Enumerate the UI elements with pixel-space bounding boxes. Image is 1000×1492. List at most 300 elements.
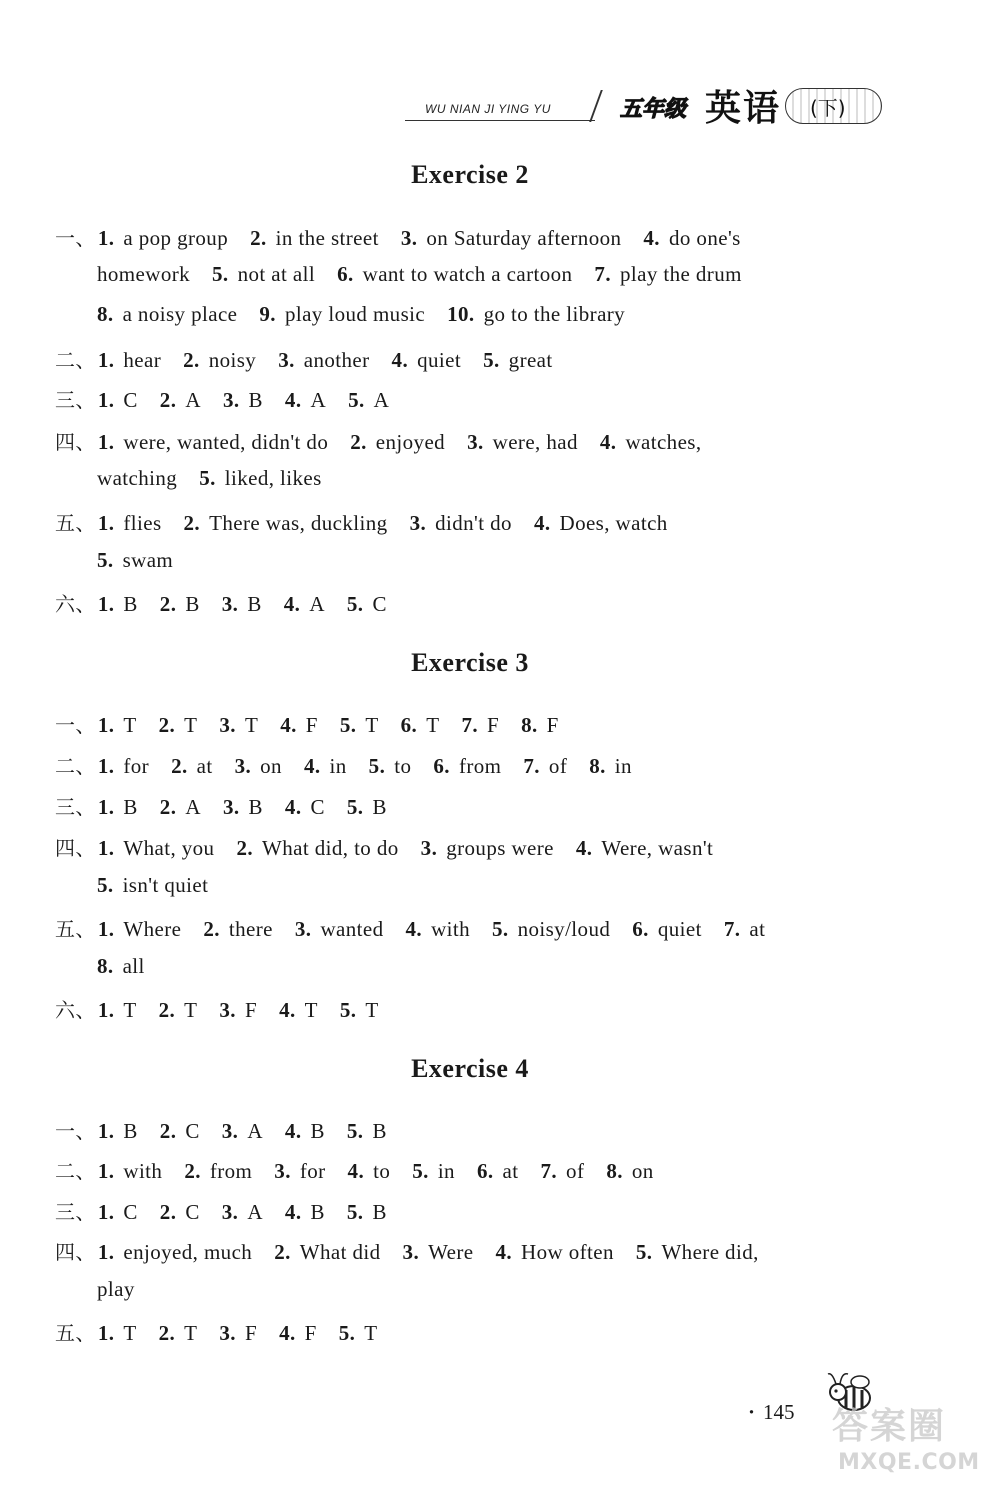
question-marker: 二、 <box>55 754 96 778</box>
item-answer: want to watch a cartoon <box>362 262 573 286</box>
answer-item <box>477 1159 519 1183</box>
answer-item <box>222 592 262 616</box>
answer-item <box>219 998 257 1022</box>
answer-item <box>401 226 622 250</box>
item-answer: Does, watch <box>559 511 668 535</box>
answer-line <box>97 262 764 287</box>
question-marker: 三、 <box>55 1200 96 1224</box>
answer-item <box>98 511 162 535</box>
answer-item <box>340 998 379 1022</box>
item-number: 7. <box>723 917 741 941</box>
item-answer: F <box>244 998 258 1022</box>
question-marker: 四、 <box>55 1240 96 1264</box>
answer-line <box>55 1236 781 1265</box>
answer-item <box>412 1159 455 1183</box>
question-marker: 三、 <box>55 795 96 819</box>
item-answer: A <box>310 388 327 412</box>
answer-item <box>184 511 388 535</box>
item-number: 2. <box>159 795 177 819</box>
item-number: 8. <box>606 1159 623 1183</box>
item-number: 3. <box>234 754 252 778</box>
header-volume: (下) <box>810 96 846 120</box>
item-answer: What did, to do <box>262 836 399 860</box>
answer-item <box>461 713 499 737</box>
item-number: 4. <box>405 917 423 941</box>
item-answer: watches, <box>625 430 702 454</box>
item-answer: Were <box>428 1240 474 1264</box>
answer-item <box>97 548 173 572</box>
item-answer: C <box>123 1200 138 1224</box>
item-number: 2. <box>236 836 254 860</box>
item-answer: didn't do <box>435 511 512 535</box>
item-number: 3. <box>400 226 418 250</box>
answer-item <box>337 262 572 286</box>
answer-item <box>492 917 610 941</box>
item-answer: C <box>185 1200 200 1224</box>
answer-item <box>495 1240 613 1264</box>
item-number: 1. <box>97 388 115 412</box>
item-answer: C <box>372 592 387 616</box>
answer-item <box>447 302 625 326</box>
item-number: 6. <box>400 713 418 737</box>
answer-item <box>284 592 325 616</box>
answer-item <box>236 836 398 860</box>
answer-item <box>410 511 512 535</box>
answer-line <box>55 1155 676 1184</box>
question-marker: 五、 <box>55 1321 96 1345</box>
answer-item <box>223 795 263 819</box>
item-answer: hear <box>123 348 162 372</box>
item-answer: B <box>123 592 138 616</box>
answer-item <box>98 430 328 454</box>
item-answer: groups were <box>446 836 554 860</box>
answer-item <box>259 302 425 326</box>
answer-item <box>183 348 256 372</box>
answer-item <box>632 917 702 941</box>
item-number: 8. <box>589 754 606 778</box>
section-title: Exercise 2 <box>411 160 529 189</box>
question-marker: 三、 <box>55 388 96 412</box>
answer-item <box>347 1200 387 1224</box>
item-number: 1. <box>97 1159 115 1183</box>
item-answer: B <box>185 592 200 616</box>
answer-item <box>160 1119 200 1143</box>
item-answer: F <box>304 1321 317 1345</box>
answer-item <box>98 998 137 1022</box>
item-number: 8. <box>97 954 114 978</box>
answer-item <box>222 1119 263 1143</box>
item-answer: What, you <box>123 836 215 860</box>
item-number: 4. <box>284 795 302 819</box>
item-number: 2. <box>159 592 177 616</box>
answer-line <box>97 954 167 979</box>
item-number: 5. <box>339 713 357 737</box>
answer-item <box>369 754 412 778</box>
answer-line <box>97 548 195 573</box>
answer-item <box>98 1119 138 1143</box>
item-answer: A <box>185 795 201 819</box>
item-number: 6. <box>337 262 354 286</box>
item-number: 1. <box>97 1119 115 1143</box>
item-number: 3. <box>221 1119 239 1143</box>
answer-item <box>159 998 198 1022</box>
item-number: 1. <box>97 1240 115 1264</box>
item-answer: B <box>372 1119 387 1143</box>
item-answer: How often <box>521 1240 614 1264</box>
item-answer: C <box>185 1119 200 1143</box>
item-answer: B <box>248 795 263 819</box>
answer-item <box>98 592 138 616</box>
section-title: Exercise 4 <box>411 1054 529 1083</box>
item-number: 2. <box>203 917 220 941</box>
item-number: 4. <box>599 430 617 454</box>
item-number: 2. <box>171 754 188 778</box>
item-answer: flies <box>123 511 162 535</box>
item-answer: on Saturday afternoon <box>426 226 622 250</box>
answer-item <box>401 713 440 737</box>
item-answer: A <box>373 388 390 412</box>
answer-line <box>55 1317 400 1346</box>
answer-item <box>636 1240 759 1264</box>
answer-item <box>594 262 741 286</box>
answer-item <box>295 917 384 941</box>
answer-item <box>724 917 766 941</box>
item-number: 4. <box>347 1159 365 1183</box>
item-answer: F <box>244 1321 258 1345</box>
answer-item <box>576 836 713 860</box>
item-answer: A <box>309 592 325 616</box>
item-answer: F <box>546 713 559 737</box>
item-number: 1. <box>97 998 115 1022</box>
answer-item <box>235 754 282 778</box>
item-answer: B <box>372 1200 387 1224</box>
item-number: 2. <box>159 388 177 412</box>
item-number: 5. <box>346 795 364 819</box>
item-answer: on <box>260 754 282 778</box>
answer-item <box>98 1321 137 1345</box>
item-answer: T <box>123 1321 137 1345</box>
item-number: 4. <box>303 754 321 778</box>
answer-line <box>97 1277 157 1302</box>
answer-item <box>199 466 322 490</box>
item-answer: T <box>364 1321 378 1345</box>
item-answer: C <box>310 795 325 819</box>
answer-item <box>340 713 379 737</box>
item-answer: T <box>184 713 198 737</box>
item-answer: T <box>184 1321 198 1345</box>
answer-item <box>97 1277 135 1301</box>
answer-item <box>347 1119 387 1143</box>
item-answer: were, had <box>492 430 578 454</box>
answer-item <box>304 754 347 778</box>
answer-item <box>98 754 149 778</box>
item-number: 4. <box>575 836 593 860</box>
item-number: 1. <box>97 713 115 737</box>
answer-item <box>97 954 145 978</box>
item-number: 5. <box>635 1240 653 1264</box>
item-number: 1. <box>97 592 115 616</box>
item-answer: T <box>365 998 379 1022</box>
item-answer: T <box>426 713 440 737</box>
item-answer: not at all <box>237 262 316 286</box>
item-answer: homework <box>97 262 191 286</box>
answer-line <box>97 873 230 898</box>
item-number: 7. <box>540 1159 558 1183</box>
item-answer: quiet <box>657 917 702 941</box>
answer-item <box>433 754 501 778</box>
answer-item <box>159 713 198 737</box>
item-number: 3. <box>467 430 484 454</box>
item-number: 4. <box>283 592 301 616</box>
item-answer: for <box>299 1159 326 1183</box>
item-number: 1. <box>97 795 115 819</box>
answer-item <box>347 795 387 819</box>
item-answer: B <box>123 1119 138 1143</box>
answer-item <box>523 754 567 778</box>
answer-line <box>55 426 724 455</box>
item-answer: at <box>196 754 213 778</box>
section-title: Exercise 3 <box>411 648 529 677</box>
answer-item <box>274 1240 380 1264</box>
item-answer: from <box>209 1159 253 1183</box>
item-answer: in <box>614 754 632 778</box>
item-answer: Where <box>123 917 182 941</box>
item-number: 1. <box>97 348 115 372</box>
item-number: 3. <box>294 917 312 941</box>
answer-item <box>250 226 379 250</box>
item-number: 1. <box>97 754 115 778</box>
answer-item <box>98 388 138 412</box>
answer-item <box>350 430 445 454</box>
item-answer: B <box>372 795 387 819</box>
answer-item <box>159 1321 198 1345</box>
item-number: 3. <box>409 511 427 535</box>
answer-item <box>589 754 632 778</box>
item-number: 1. <box>97 1200 115 1224</box>
item-number: 4. <box>533 511 551 535</box>
answer-line <box>55 913 787 942</box>
answer-item <box>600 430 702 454</box>
answer-item <box>160 388 201 412</box>
question-marker: 六、 <box>55 998 96 1022</box>
item-answer: do one's <box>668 226 741 250</box>
item-number: 3. <box>278 348 295 372</box>
question-marker: 五、 <box>55 511 96 535</box>
item-number: 2. <box>159 1119 177 1143</box>
item-answer: What did <box>299 1240 381 1264</box>
item-number: 6. <box>433 754 450 778</box>
question-marker: 一、 <box>55 226 96 250</box>
page-number <box>748 1400 795 1425</box>
item-answer: noisy/loud <box>517 917 611 941</box>
item-answer: C <box>123 388 138 412</box>
item-number: 1. <box>97 430 115 454</box>
header-grade: 五年级 <box>620 97 687 122</box>
item-number: 2. <box>158 998 176 1022</box>
page-header <box>395 80 895 142</box>
item-answer: a noisy place <box>122 302 238 326</box>
item-answer: T <box>304 998 318 1022</box>
item-number: 4. <box>280 713 297 737</box>
answer-item <box>160 592 200 616</box>
item-answer: liked, likes <box>224 466 322 490</box>
answer-item <box>203 917 273 941</box>
answer-item <box>521 713 559 737</box>
answer-item <box>467 430 578 454</box>
answer-item <box>98 713 137 737</box>
answer-item <box>219 1321 257 1345</box>
item-answer: B <box>123 795 138 819</box>
answer-item <box>606 1159 653 1183</box>
answer-item <box>222 1200 263 1224</box>
item-answer: T <box>123 998 137 1022</box>
item-number: 1. <box>97 511 115 535</box>
item-number: 2. <box>350 430 367 454</box>
answer-item <box>97 873 208 897</box>
item-answer: there <box>228 917 273 941</box>
item-answer: great <box>508 348 553 372</box>
question-marker: 二、 <box>55 348 96 372</box>
header-divider <box>589 90 603 122</box>
answer-item <box>98 1200 138 1224</box>
item-number: 7. <box>594 262 611 286</box>
item-number: 5. <box>492 917 509 941</box>
answer-item <box>97 262 190 286</box>
answer-item <box>643 226 740 250</box>
item-number: 3. <box>274 1159 291 1183</box>
item-answer: A <box>185 388 201 412</box>
question-marker: 六、 <box>55 592 96 616</box>
item-number: 4. <box>279 1321 296 1345</box>
item-answer: from <box>458 754 502 778</box>
item-answer: of <box>548 754 568 778</box>
answer-item <box>348 1159 391 1183</box>
item-number: 7. <box>523 754 540 778</box>
answer-line <box>55 1115 409 1144</box>
item-number: 7. <box>461 713 479 737</box>
item-answer: enjoyed <box>375 430 446 454</box>
item-number: 3. <box>219 1321 236 1345</box>
answer-item <box>285 1119 325 1143</box>
item-answer: go to the library <box>483 302 626 326</box>
item-number: 5. <box>97 548 114 572</box>
item-answer: T <box>244 713 259 737</box>
item-number: 1. <box>97 226 115 250</box>
answer-line <box>55 994 401 1023</box>
item-number: 2. <box>184 1159 201 1183</box>
answer-item <box>339 1321 378 1345</box>
item-number: 10. <box>447 302 475 326</box>
answer-item <box>98 795 138 819</box>
answer-item <box>392 348 462 372</box>
item-number: 4. <box>495 1240 513 1264</box>
item-answer: all <box>122 954 145 978</box>
item-number: 2. <box>159 1200 177 1224</box>
item-number: 5. <box>412 1159 429 1183</box>
answer-item <box>406 917 471 941</box>
item-answer: of <box>566 1159 585 1183</box>
item-answer: for <box>123 754 150 778</box>
item-number: 5. <box>346 1200 364 1224</box>
item-number: 2. <box>158 713 176 737</box>
answer-line <box>55 384 411 413</box>
answer-line <box>55 750 654 779</box>
answer-item <box>212 262 315 286</box>
item-number: 9. <box>259 302 276 326</box>
item-number: 4. <box>391 348 409 372</box>
item-number: 3. <box>219 713 236 737</box>
item-number: 1. <box>97 917 115 941</box>
item-answer: to <box>373 1159 391 1183</box>
answer-item <box>98 917 182 941</box>
answer-item <box>285 795 325 819</box>
item-answer: to <box>394 754 412 778</box>
header-rule <box>405 120 595 121</box>
answer-item <box>347 592 387 616</box>
item-answer: with <box>123 1159 163 1183</box>
item-number: 2. <box>158 1321 176 1345</box>
item-number: 3. <box>402 1240 420 1264</box>
item-answer: Where did, <box>661 1240 759 1264</box>
watermark-chinese: 答案圈 <box>832 1406 947 1447</box>
item-number: 3. <box>219 998 236 1022</box>
question-marker: 一、 <box>55 713 96 737</box>
item-number: 1. <box>97 1321 115 1345</box>
item-number: 2. <box>183 511 201 535</box>
item-answer: A <box>247 1119 263 1143</box>
answer-line <box>97 466 344 491</box>
item-number: 5. <box>368 754 386 778</box>
answer-line <box>55 791 409 820</box>
item-answer: another <box>303 348 370 372</box>
header-pinyin: WU NIAN JI YING YU <box>425 102 551 116</box>
item-number: 5. <box>483 348 500 372</box>
item-number: 8. <box>97 302 114 326</box>
answer-item <box>97 466 177 490</box>
item-answer: wanted <box>320 917 384 941</box>
answer-item <box>278 348 369 372</box>
item-answer: B <box>247 592 262 616</box>
item-answer: B <box>310 1200 325 1224</box>
item-answer: in <box>329 754 347 778</box>
item-number: 3. <box>222 795 240 819</box>
page-dot: · <box>748 1400 756 1424</box>
answer-item <box>98 1240 252 1264</box>
answer-line <box>55 1196 409 1225</box>
answer-line <box>97 302 647 327</box>
item-answer: were, wanted, didn't do <box>123 430 329 454</box>
item-number: 5. <box>97 873 114 897</box>
item-number: 4. <box>643 226 660 250</box>
item-answer: Were, wasn't <box>601 836 714 860</box>
item-answer: in <box>437 1159 455 1183</box>
item-answer: watching <box>97 466 178 490</box>
item-answer: a pop group <box>123 226 229 250</box>
answer-line <box>55 344 575 373</box>
item-answer: T <box>365 713 379 737</box>
answer-item <box>540 1159 584 1183</box>
page-number-value: 145 <box>763 1400 795 1424</box>
item-number: 5. <box>199 466 216 490</box>
item-number: 5. <box>346 1119 364 1143</box>
item-number: 6. <box>632 917 649 941</box>
answer-item <box>184 1159 252 1183</box>
item-number: 2. <box>183 348 200 372</box>
item-number: 2. <box>250 226 267 250</box>
question-marker: 五、 <box>55 917 96 941</box>
question-marker: 四、 <box>55 836 96 860</box>
item-answer: play loud music <box>284 302 426 326</box>
